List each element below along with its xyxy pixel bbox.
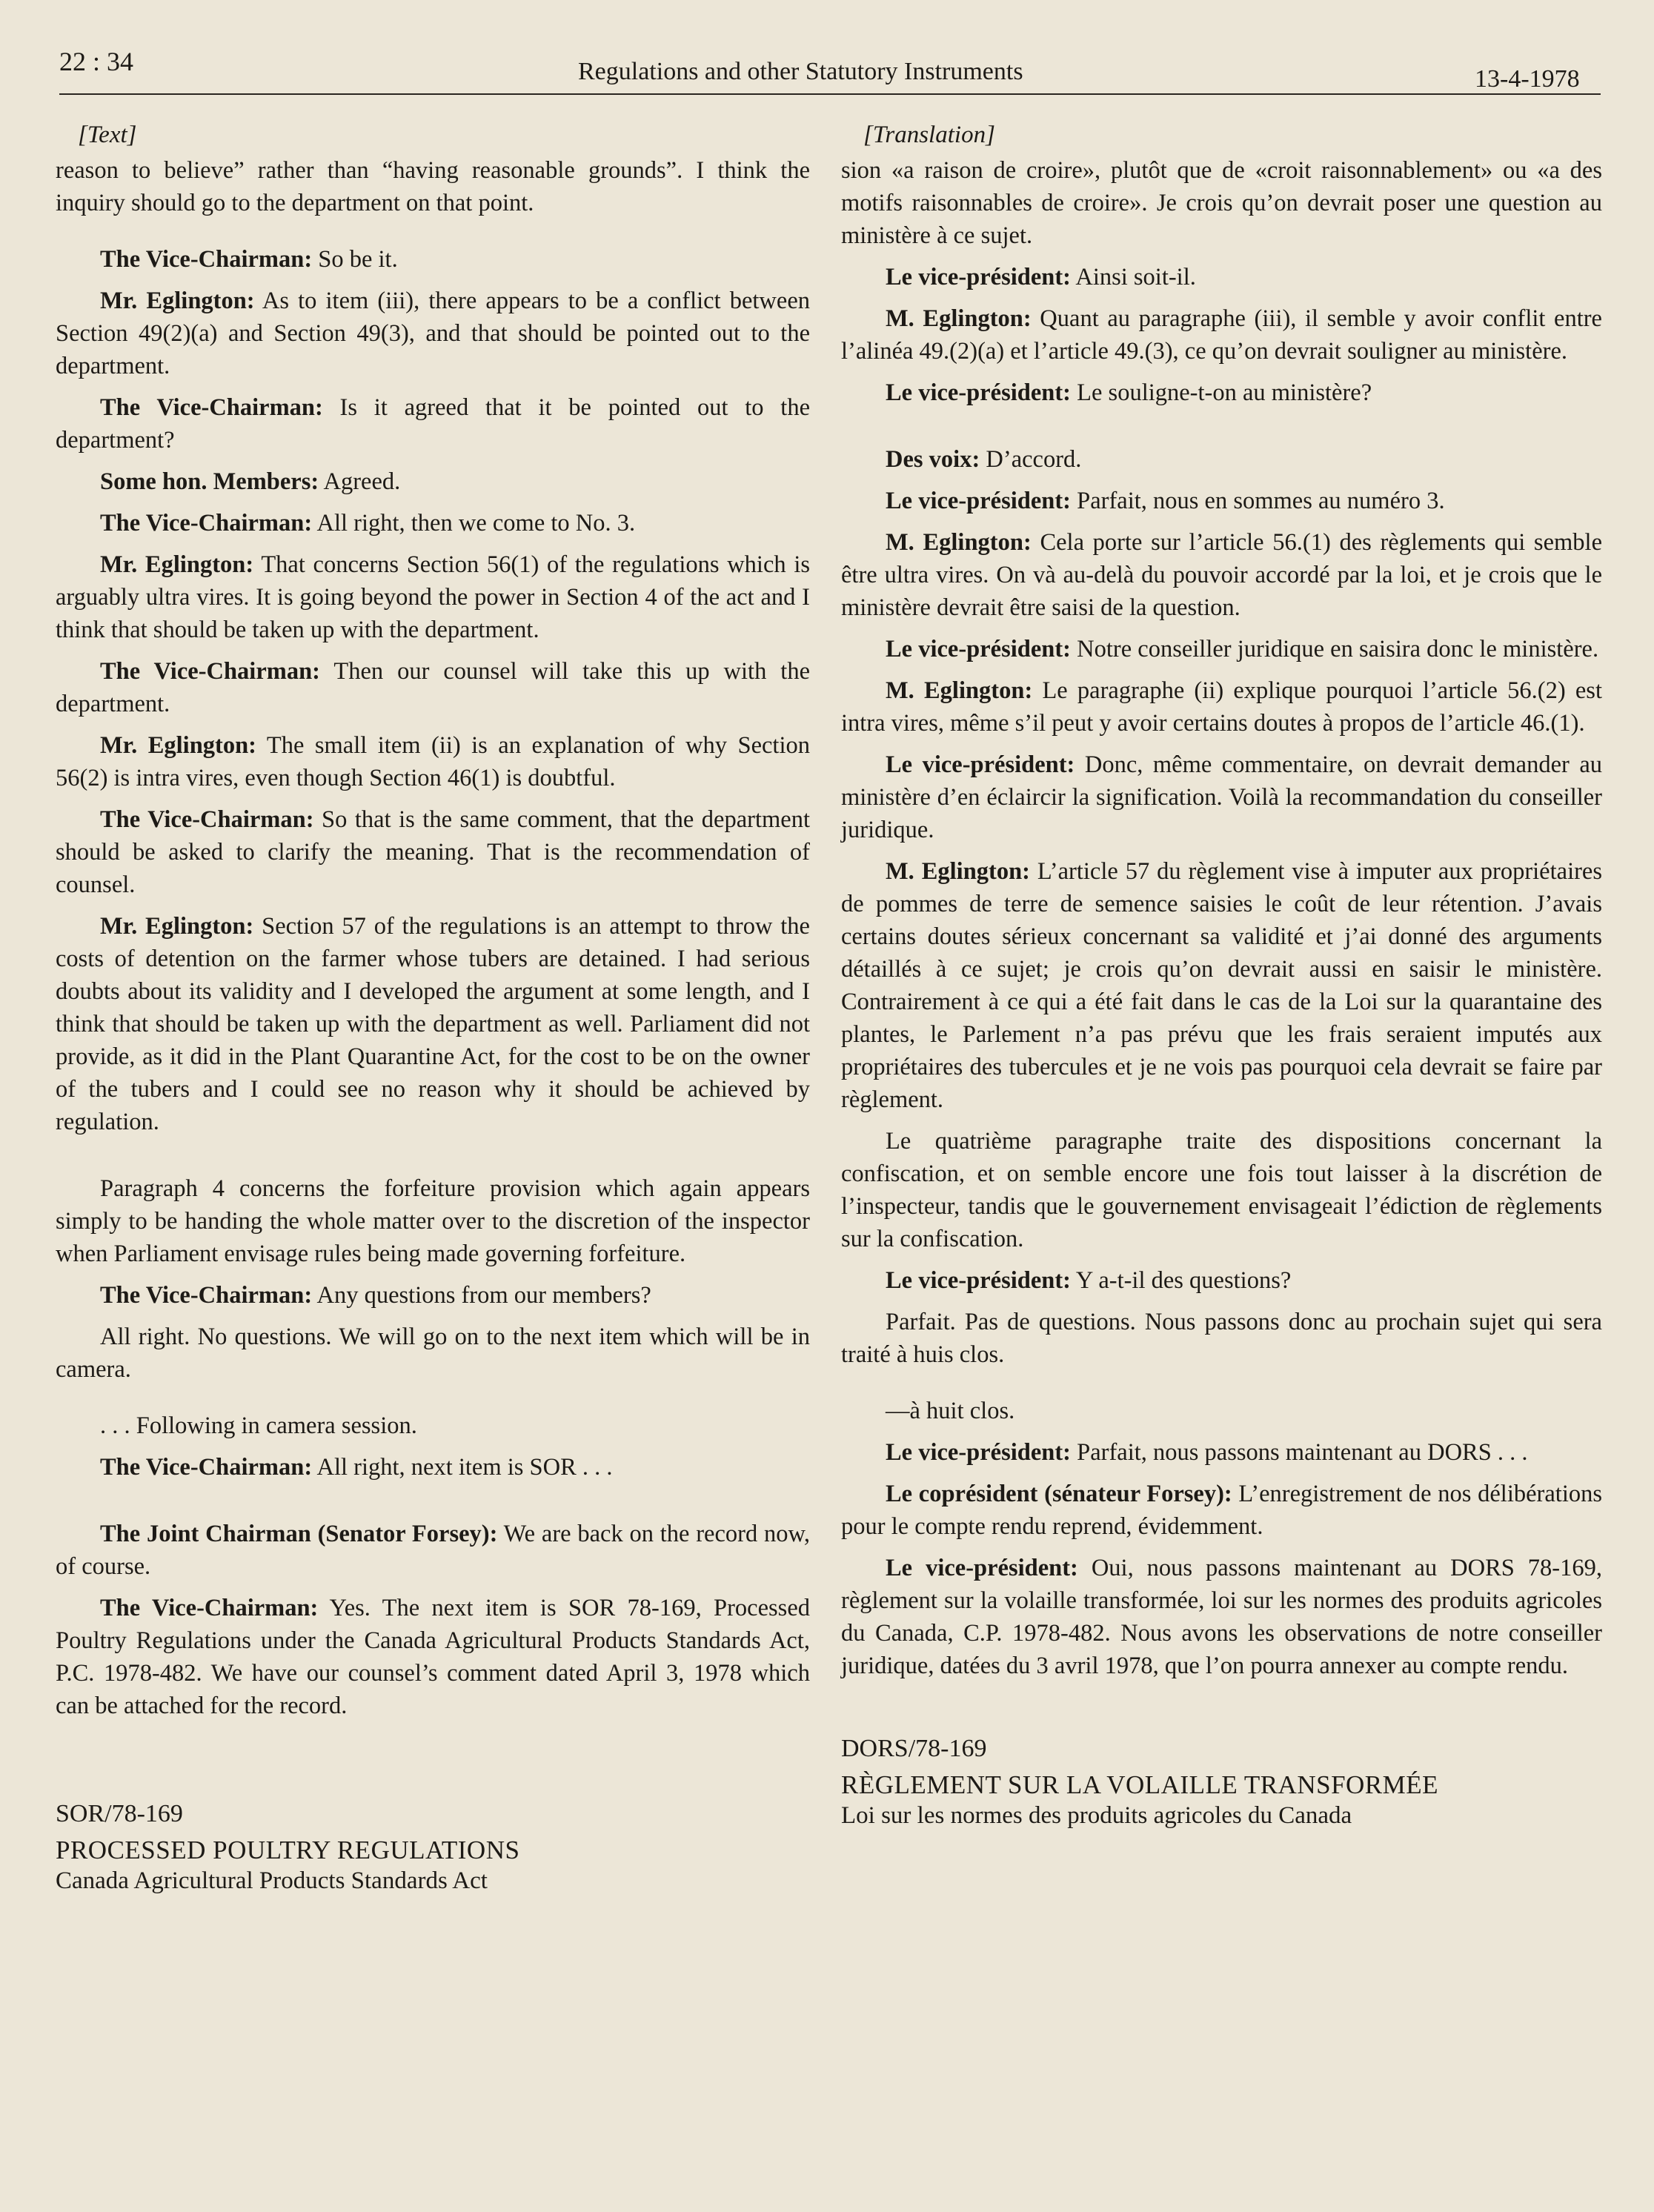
speech-paragraph: Le vice-président: Y a-t-il des questions? (886, 1267, 1292, 1294)
speech-paragraph: Mr. Eglington: Section 57 of the regulations is an attempt to throw the costs of detention on the farmer whose tubers are detained. I had serious doubts about its validity and I developed the argument at some length, and I think that should be taken up with the department as well. Parliament did not provide, as it did in the Plant Quarantine Act, for the cost to be on the owner of the tubers and I could see no reason why it should be achieved by regulation. (56, 913, 810, 1135)
speaker: The Vice-Chairman: (100, 1595, 319, 1621)
speaker: Des voix: (886, 446, 980, 473)
french-column (841, 119, 1602, 1830)
speech-paragraph: The Vice-Chairman: Is it agreed that it be pointed out to the department? (56, 394, 811, 454)
speaker: M. Eglington: (886, 305, 1032, 332)
regulation-act: Loi sur les normes des produits agricoles du Canada (841, 1802, 1352, 1829)
speaker: The Joint Chairman (Senator Forsey): (100, 1521, 498, 1547)
speech-paragraph: Le vice-président: Donc, même commentaire, on devrait demander au ministère d’en éclaircir la signification. Voilà la recommandation du conseiller juridique. (841, 751, 1602, 843)
speaker: Le vice-président: (886, 1267, 1072, 1294)
speaker: M. Eglington: (886, 677, 1033, 704)
speech-paragraph: M. Eglington: Quant au paragraphe (iii), il semble y avoir conflit entre l’alinéa 49.(2)(a) et l’article 49.(3), ce qu’on devrait souligner au ministère. (841, 305, 1602, 365)
speaker: The Vice-Chairman: (100, 246, 313, 273)
english-column (56, 119, 810, 1896)
paragraph: . . . Following in camera session. (100, 1412, 417, 1439)
speaker: The Vice-Chairman: (100, 1282, 313, 1309)
speech-paragraph: The Vice-Chairman: All right, then we come to No. 3. (100, 510, 636, 537)
speaker: Le vice-président: (886, 264, 1072, 290)
header-rule (59, 93, 1601, 95)
speech-paragraph: The Vice-Chairman: All right, next item is SOR . . . (100, 1454, 613, 1481)
speaker: Le vice-président: (886, 488, 1072, 514)
speaker: The Vice-Chairman: (100, 658, 320, 685)
speech-paragraph: The Vice-Chairman: Yes. The next item is SOR 78-169, Processed Poultry Regulations under the Canada Agricultural Products Standards Act, P.C. 1978-482. We have our counsel’s comment dated April 3, 1978 which can be attached for the record. (56, 1595, 811, 1719)
speech-paragraph: Le vice-président: Parfait, nous passons maintenant au DORS . . . (886, 1439, 1528, 1466)
paragraph: Le quatrième paragraphe traite des dispositions concernant la confiscation, et on semble encore une fois tout laisser à la discrétion de l’inspecteur, tandis que le gouvernement envisageait l’édiction de règlements sur la confiscation. (841, 1128, 1602, 1252)
speaker: The Vice-Chairman: (100, 394, 323, 421)
running-title: Regulations and other Statutory Instruments (578, 58, 1023, 85)
speaker: Le vice-président: (886, 1439, 1072, 1466)
paragraph: Paragraph 4 concerns the forfeiture provision which again appears simply to be handing the whole matter over to the discretion of the inspector when Parliament envisage rules being made governing forfeiture. (56, 1175, 810, 1267)
speech-paragraph: Des voix: D’accord. (886, 446, 1082, 473)
speaker: Mr. Eglington: (100, 913, 254, 940)
paragraph: Parfait. Pas de questions. Nous passons donc au prochain sujet qui sera traité à huis clos. (841, 1309, 1602, 1368)
speech-paragraph: M. Eglington: Le paragraphe (ii) explique pourquoi l’article 56.(2) est intra vires, même s’il peut y avoir certains doutes à propos de l’article 46.(1). (841, 677, 1602, 737)
speech-paragraph: The Vice-Chairman: Any questions from our members? (100, 1282, 651, 1309)
regulation-act: Canada Agricultural Products Standards Act (56, 1867, 488, 1894)
speech-paragraph: M. Eglington: Cela porte sur l’article 56.(1) des règlements qui semble être ultra vires. On và au-delà du pouvoir accordé par la loi, et je crois que le ministère devrait être saisi de la question. (841, 529, 1602, 621)
speech-paragraph: Le vice-président: Oui, nous passons maintenant au DORS 78-169, règlement sur la volaille transformée, loi sur les normes des produits agricoles du Canada, C.P. 1978-482. Nous avons les observations de notre conseiller juridique, datées du 3 avril 1978, que l’on pourra annexer au compte rendu. (841, 1555, 1602, 1679)
paragraph: reason to believe” rather than “having reasonable grounds”. I think the inquiry should go to the department on that point. (56, 157, 810, 216)
page-number: 22 : 34 (59, 47, 134, 76)
speech-paragraph: Le vice-président: Le souligne-t-on au ministère? (886, 379, 1372, 406)
paragraph: All right. No questions. We will go on to the next item which will be in camera. (56, 1323, 810, 1383)
speech-paragraph: The Vice-Chairman: Then our counsel will take this up with the department. (56, 658, 810, 717)
speech-paragraph: Le vice-président: Notre conseiller juridique en saisira donc le ministère. (886, 636, 1599, 662)
sor-number: DORS/78-169 (841, 1735, 987, 1762)
speech-paragraph: Le vice-président: Parfait, nous en sommes au numéro 3. (886, 488, 1445, 514)
speech-paragraph: Mr. Eglington: As to item (iii), there appears to be a conflict between Section 49(2)(a) and Section 49(3), and that should be pointed out to the department. (56, 288, 810, 379)
speech-paragraph: Le vice-président: Ainsi soit-il. (886, 264, 1196, 290)
speech-paragraph: M. Eglington: L’article 57 du règlement vise à imputer aux propriétaires de pommes de terre de semence saisies le coût de leur rétention. J’avais certains doutes sérieux concernant sa validité et j’ai donné des arguments détaillés à ce sujet; je crois qu’on devrait aussi en saisir le ministère. Contrairement à ce qui a été fait dans le cas de la Loi sur la quarantaine des plantes, le Parlement n’a pas prévu que les frais seraient imputés aux propriétaires des tubercules et je ne vois pas pourquoi cela devrait se faire par règlement. (841, 858, 1602, 1113)
speaker: The Vice-Chairman: (100, 510, 313, 537)
regulation-title: PROCESSED POULTRY REGULATIONS (56, 1836, 520, 1864)
issue-date: 13-4-1978 (1475, 65, 1580, 93)
speech-paragraph: Le coprésident (sénateur Forsey): L’enregistrement de nos délibérations pour le compte rendu reprend, évidemment. (841, 1481, 1602, 1540)
speaker: Le vice-président: (886, 751, 1075, 778)
speaker: Mr. Eglington: (100, 732, 256, 759)
regulation-title: RÈGLEMENT SUR LA VOLAILLE TRANSFORMÉE (841, 1770, 1439, 1799)
speaker: The Vice-Chairman: (100, 1454, 313, 1481)
speaker: Some hon. Members: (100, 468, 319, 495)
paragraph: sion «a raison de croire», plutôt que de «croit raisonnablement» ou «a des motifs raisonnables de croire». Je crois qu’on devrait poser une question au ministère à ce sujet. (841, 157, 1602, 249)
sor-number: SOR/78-169 (56, 1800, 183, 1827)
speaker: Mr. Eglington: (100, 551, 254, 578)
speaker: The Vice-Chairman: (100, 806, 314, 833)
speaker: M. Eglington: (886, 529, 1032, 556)
speech-paragraph: The Joint Chairman (Senator Forsey): We are back on the record now, of course. (56, 1521, 810, 1580)
paragraph: —à huit clos. (886, 1398, 1015, 1424)
speech-paragraph: Some hon. Members: Agreed. (100, 468, 401, 495)
speech-paragraph: The Vice-Chairman: So that is the same comment, that the department should be asked to clarify the meaning. That is the recommendation of counsel. (56, 806, 810, 898)
speech-paragraph: Mr. Eglington: That concerns Section 56(1) of the regulations which is arguably ultra vires. It is going beyond the power in Section 4 of the act and I think that should be taken up with the department. (56, 551, 810, 643)
speaker: Le vice-président: (886, 1555, 1078, 1581)
speaker: M. Eglington: (886, 858, 1030, 885)
speaker: Mr. Eglington: (100, 288, 255, 314)
speaker: Le vice-président: (886, 636, 1072, 662)
speech-paragraph: Mr. Eglington: The small item (ii) is an explanation of why Section 56(2) is intra vires, even though Section 46(1) is doubtful. (56, 732, 810, 791)
speech-paragraph: The Vice-Chairman: So be it. (100, 246, 398, 273)
column-label: [Text] (78, 122, 137, 148)
column-label: [Translation] (863, 122, 995, 148)
speaker: Le vice-président: (886, 379, 1072, 406)
speaker: Le coprésident (sénateur Forsey): (886, 1481, 1232, 1507)
